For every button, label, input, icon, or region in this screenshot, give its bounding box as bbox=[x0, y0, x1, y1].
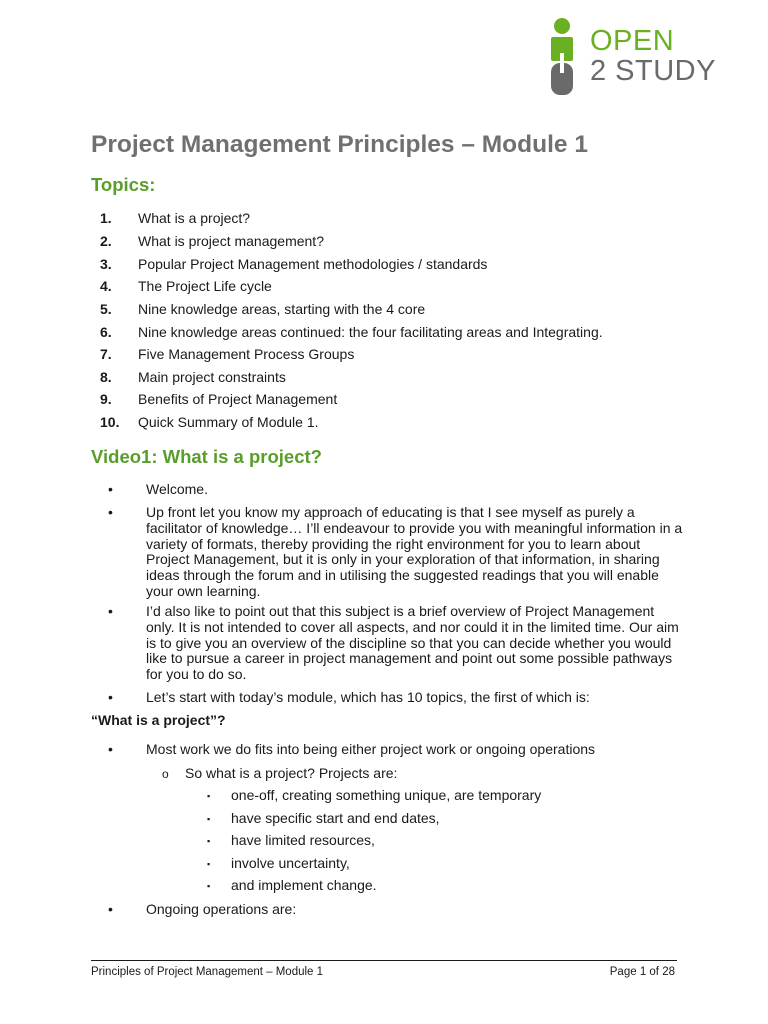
topic-text: Five Management Process Groups bbox=[138, 346, 355, 362]
topic-number: 2. bbox=[100, 233, 112, 249]
topic-number: 6. bbox=[100, 324, 112, 340]
topic-text: Popular Project Management methodologies / standards bbox=[138, 256, 488, 272]
trait-text: one-off, creating something unique, are temporary bbox=[231, 787, 542, 803]
topic-text: Nine knowledge areas, starting with the 4 core bbox=[138, 301, 426, 317]
square-bullet-icon: ▪ bbox=[207, 814, 211, 824]
bullet-text-welcome: Welcome. bbox=[146, 481, 208, 497]
bullet-text-approach: Up front let you know my approach of educating is that I see myself as purely a facilitator of knowledge… I’ll endeavour to provide you with meaningful information in a variety of formats, thereby providing the right environment for you to learn about Project Management, but it is only in your exploration of that information, in sharing ideas through the forum and in utilising the suggested readings that you will enable your own learning. bbox=[146, 504, 683, 599]
bullet-icon: • bbox=[108, 603, 113, 619]
topic-number: 3. bbox=[100, 256, 112, 272]
topic-number: 9. bbox=[100, 391, 112, 407]
topic-item bbox=[0, 301, 768, 323]
video-heading: Video1: What is a project? bbox=[91, 446, 322, 467]
logo-mark-icon bbox=[548, 17, 588, 97]
bullet-icon: • bbox=[108, 504, 113, 520]
topic-text: The Project Life cycle bbox=[138, 278, 272, 294]
topic-text: What is a project? bbox=[138, 210, 251, 226]
bullet-icon: • bbox=[108, 901, 113, 917]
topic-text: Benefits of Project Management bbox=[138, 391, 338, 407]
bullet-icon: • bbox=[108, 741, 113, 757]
square-bullet-icon: ▪ bbox=[207, 859, 211, 869]
topic-number: 7. bbox=[100, 346, 112, 362]
trait-text: and implement change. bbox=[231, 877, 377, 893]
topic-item bbox=[0, 256, 768, 278]
topic-text: Quick Summary of Module 1. bbox=[138, 414, 319, 430]
logo-text-open: OPEN bbox=[590, 25, 675, 57]
trait-text: have specific start and end dates, bbox=[231, 810, 440, 826]
square-bullet-icon: ▪ bbox=[207, 791, 211, 801]
logo-text-2study: 2 STUDY bbox=[590, 55, 716, 87]
bullet-text-start: Let’s start with today’s module, which has 10 topics, the first of which is: bbox=[146, 689, 590, 705]
topic-number: 5. bbox=[100, 301, 112, 317]
square-bullet-icon: ▪ bbox=[207, 836, 211, 846]
topic-item bbox=[0, 414, 768, 436]
topic-item bbox=[0, 391, 768, 413]
footer-page-number: Page 1 of 28 bbox=[609, 966, 675, 978]
bullet-text-overview: I’d also like to point out that this subject is a brief overview of Project Management only. It is not intended to cover all aspects, and nor could it in the limited time. Our aim is to give you an overview of the discipline so that you can decide whether you would like to pursue a career in project management and point out some possible pathways for you to do so. bbox=[146, 603, 679, 683]
topic-item bbox=[0, 210, 768, 232]
topic-number: 10. bbox=[100, 414, 120, 430]
trait-text: involve uncertainty, bbox=[231, 855, 350, 871]
topic-item bbox=[0, 346, 768, 368]
topic-text: Nine knowledge areas continued: the four facilitating areas and Integrating. bbox=[138, 324, 603, 340]
topic-text: What is project management? bbox=[138, 233, 324, 249]
bullet-text-ongoing: Ongoing operations are: bbox=[146, 901, 297, 917]
topic-number: 1. bbox=[100, 210, 112, 226]
topic-number: 8. bbox=[100, 369, 112, 385]
trait-text: have limited resources, bbox=[231, 832, 375, 848]
square-bullet-icon: ▪ bbox=[207, 881, 211, 891]
page-title: Project Management Principles – Module 1 bbox=[91, 131, 588, 158]
sub-item-text: So what is a project? Projects are: bbox=[185, 765, 398, 781]
topic-text: Main project constraints bbox=[138, 369, 286, 385]
topic-item bbox=[0, 369, 768, 391]
footer-divider bbox=[91, 960, 677, 961]
topic-item bbox=[0, 278, 768, 300]
footer-document-title: Principles of Project Management – Module 1 bbox=[91, 966, 324, 978]
question-heading: “What is a project”? bbox=[91, 712, 226, 728]
bullet-text-work: Most work we do fits into being either project work or ongoing operations bbox=[146, 741, 596, 757]
sub-bullet-icon: o bbox=[162, 767, 169, 781]
topics-heading: Topics: bbox=[91, 174, 156, 195]
open2study-logo bbox=[548, 17, 718, 97]
topic-item bbox=[0, 324, 768, 346]
bullet-icon: • bbox=[108, 689, 113, 705]
bullet-icon: • bbox=[108, 481, 113, 497]
topic-number: 4. bbox=[100, 278, 112, 294]
topic-item bbox=[0, 233, 768, 255]
